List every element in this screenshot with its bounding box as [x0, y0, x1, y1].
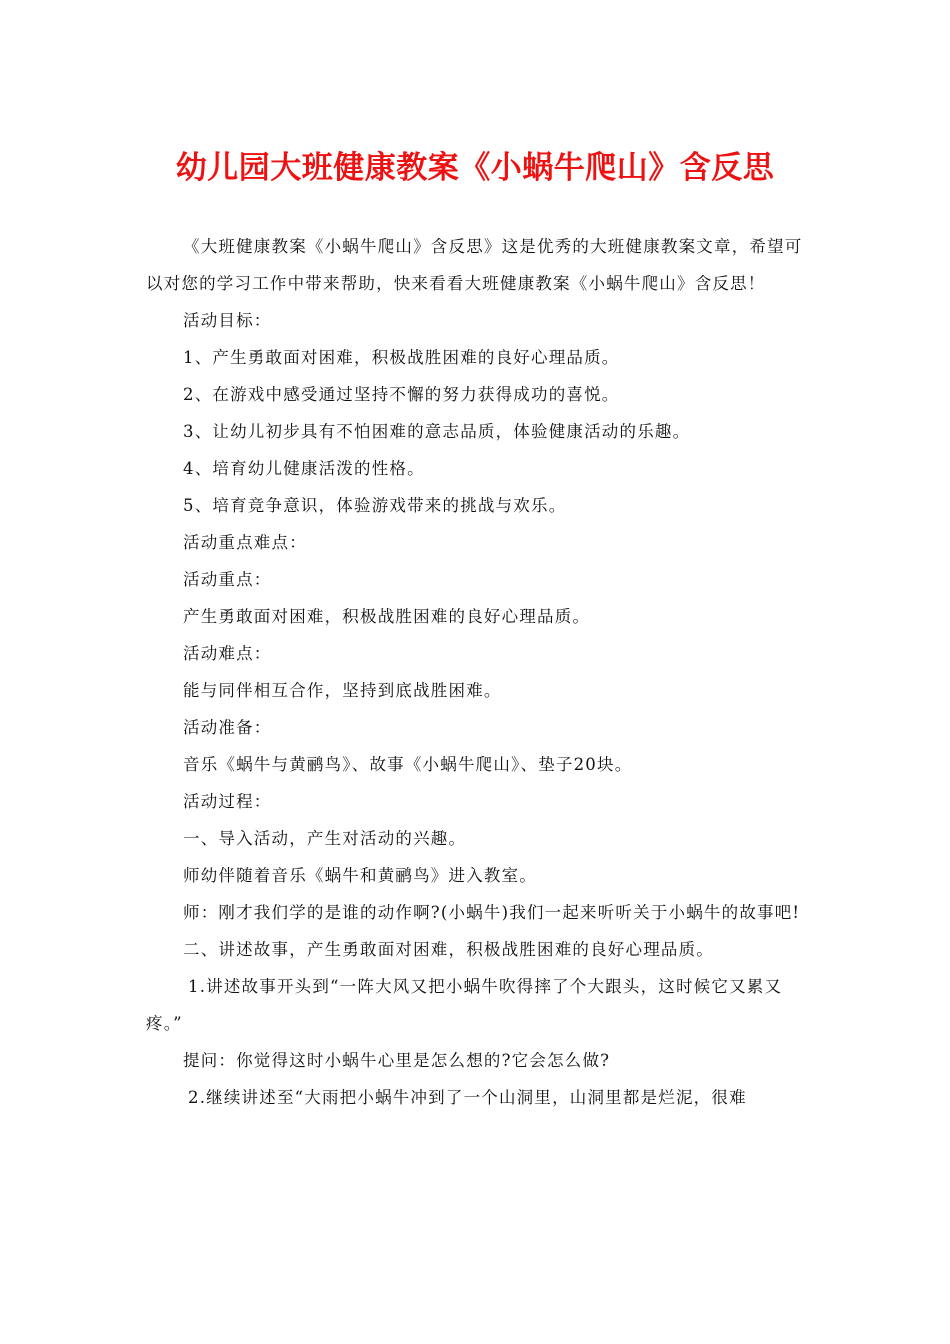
subheading-difficulty: 活动难点： [183, 644, 272, 663]
process-text: 师幼伴随着音乐《蜗牛和黄鹂鸟》进入教室。 [183, 866, 537, 885]
section-heading-goals: 活动目标： [183, 311, 272, 330]
process-step-heading: 一、导入活动，产生对活动的兴趣。 [183, 829, 467, 848]
document-title: 幼儿园大班健康教案《小蜗牛爬山》含反思 [175, 150, 775, 186]
process-text: 师：刚才我们学的是谁的动作啊?(小蜗牛)我们一起来听听关于小蜗牛的故事吧! [183, 903, 801, 922]
process-substep: 2.继续讲述至“大雨把小蜗牛冲到了一个山洞里，山洞里都是烂泥，很难 [188, 1088, 747, 1107]
section-heading-key-points: 活动重点难点： [183, 533, 307, 552]
intro-paragraph: 《大班健康教案《小蜗牛爬山》含反思》这是优秀的大班健康教案文章，希望可以对您的学习工作中带来帮助，快来看看大班健康教案《小蜗牛爬山》含反思！ [146, 237, 803, 293]
process-question: 提问：你觉得这时小蜗牛心里是怎么想的?它会怎么做? [183, 1051, 611, 1070]
process-step-heading: 二、讲述故事，产生勇敢面对困难，积极战胜困难的良好心理品质。 [183, 940, 714, 959]
goal-item: 2、在游戏中感受通过坚持不懈的努力获得成功的喜悦。 [183, 385, 620, 404]
goal-item: 4、培育幼儿健康活泼的性格。 [183, 459, 425, 478]
subheading-focus: 活动重点： [183, 570, 272, 589]
document-body [146, 228, 806, 1116]
section-heading-preparation: 活动准备： [183, 718, 272, 737]
preparation-text: 音乐《蜗牛与黄鹂鸟》、故事《小蜗牛爬山》、垫子20块。 [183, 755, 633, 774]
goal-item: 3、让幼儿初步具有不怕困难的意志品质，体验健康活动的乐趣。 [183, 422, 691, 441]
section-heading-process: 活动过程： [183, 792, 272, 811]
difficulty-text: 能与同伴相互合作，坚持到底战胜困难。 [183, 681, 502, 700]
goal-item: 5、培育竞争意识，体验游戏带来的挑战与欢乐。 [183, 496, 567, 515]
focus-text: 产生勇敢面对困难，积极战胜困难的良好心理品质。 [183, 607, 591, 626]
process-substep: 1.讲述故事开头到“一阵大风又把小蜗牛吹得摔了个大跟头，这时候它又累又疼。” [146, 977, 783, 1033]
goal-item: 1、产生勇敢面对困难，积极战胜困难的良好心理品质。 [183, 348, 620, 367]
